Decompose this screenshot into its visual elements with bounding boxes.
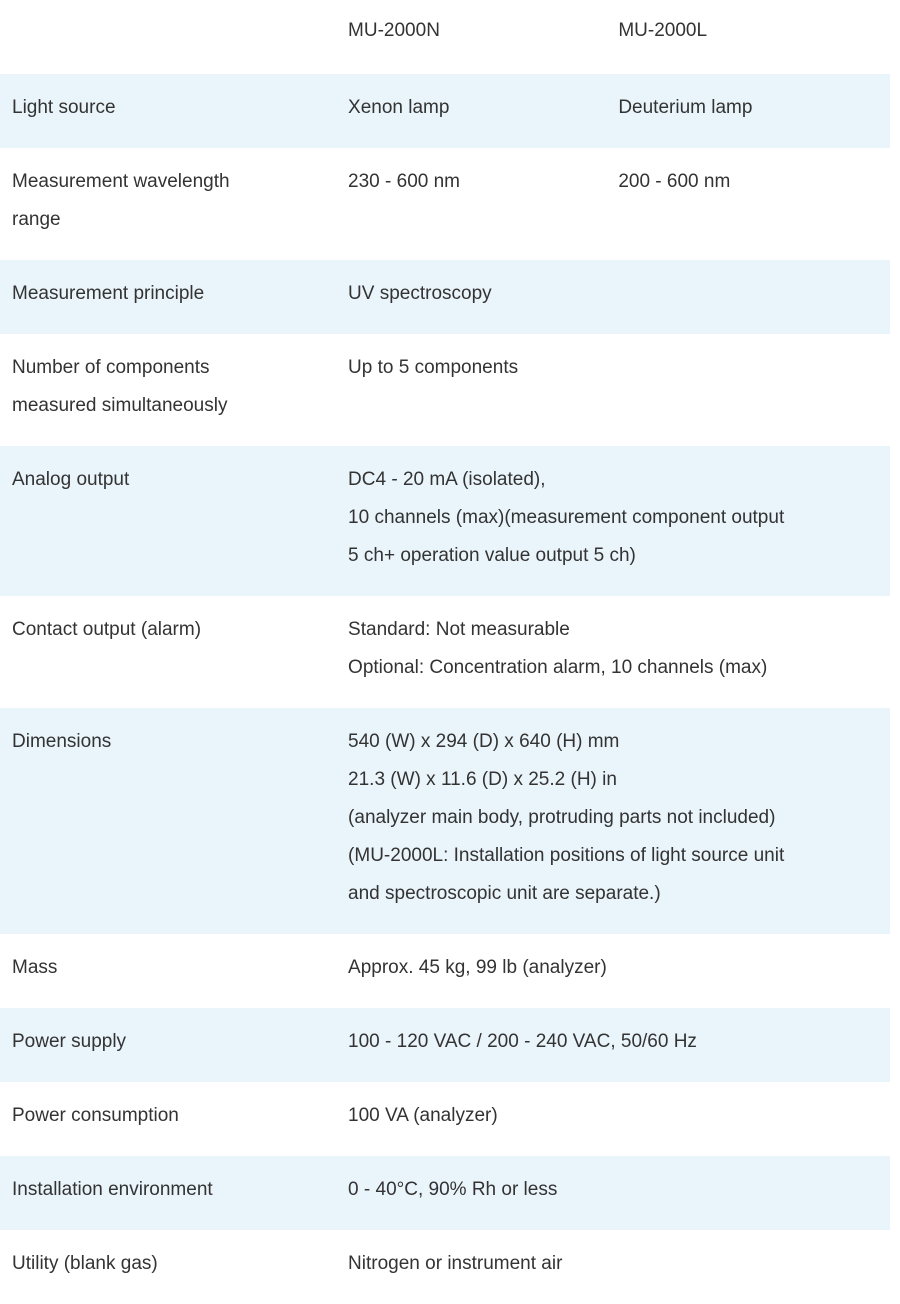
spec-value-mu-2000l-line: 200 - 600 nm bbox=[618, 171, 731, 192]
spec-label-line: Analog output bbox=[12, 469, 130, 490]
spec-value-mu-2000n bbox=[336, 74, 606, 148]
spec-value-line: Standard: Not measurable bbox=[348, 619, 570, 640]
spec-value-line: DC4 - 20 mA (isolated), bbox=[348, 469, 546, 490]
spec-value-line: 100 VA (analyzer) bbox=[348, 1105, 498, 1126]
spec-label-line: Installation environment bbox=[12, 1179, 213, 1200]
spec-label bbox=[0, 74, 336, 148]
spec-label bbox=[0, 148, 336, 260]
spec-value-mu-2000l-line: Deuterium lamp bbox=[618, 97, 753, 118]
spec-value-line: 21.3 (W) x 11.6 (D) x 25.2 (H) in bbox=[348, 769, 617, 790]
spec-label bbox=[0, 1082, 336, 1156]
spec-value bbox=[336, 334, 890, 446]
spec-label bbox=[0, 934, 336, 1008]
spec-value bbox=[336, 446, 890, 596]
spec-value-line: Up to 5 components bbox=[348, 357, 519, 378]
spec-row bbox=[0, 708, 890, 934]
spec-label-line: Power consumption bbox=[12, 1105, 179, 1126]
spec-label-line: Mass bbox=[12, 957, 58, 978]
spec-value bbox=[336, 708, 890, 934]
spec-row bbox=[0, 934, 890, 1008]
spec-label-line: Contact output (alarm) bbox=[12, 619, 202, 640]
spec-value-line: and spectroscopic unit are separate.) bbox=[348, 883, 661, 904]
spec-value bbox=[336, 1008, 890, 1082]
spec-value bbox=[336, 934, 890, 1008]
spec-row bbox=[0, 446, 890, 596]
spec-value-line: 100 - 120 VAC / 200 - 240 VAC, 50/60 Hz bbox=[348, 1031, 697, 1052]
spec-label bbox=[0, 1008, 336, 1082]
spec-label-line: Number of components bbox=[12, 357, 210, 378]
header-model-mu-2000n: MU-2000N bbox=[348, 20, 440, 41]
spec-label bbox=[0, 708, 336, 934]
spec-value-line: (MU-2000L: Installation positions of light source unit bbox=[348, 845, 785, 866]
spec-value-mu-2000n-line: Xenon lamp bbox=[348, 97, 450, 118]
spec-value bbox=[336, 596, 890, 708]
spec-row bbox=[0, 148, 890, 260]
spec-value-line: Approx. 45 kg, 99 lb (analyzer) bbox=[348, 957, 607, 978]
spec-label-line: Measurement principle bbox=[12, 283, 205, 304]
spec-label bbox=[0, 334, 336, 446]
spec-row bbox=[0, 596, 890, 708]
spec-value bbox=[336, 1082, 890, 1156]
spec-value-line: 5 ch+ operation value output 5 ch) bbox=[348, 545, 636, 566]
spec-value-line: (analyzer main body, protruding parts not included) bbox=[348, 807, 776, 828]
spec-value bbox=[336, 1230, 890, 1304]
header-row bbox=[0, 0, 890, 74]
spec-row bbox=[0, 334, 890, 446]
spec-value-line: 0 - 40°C, 90% Rh or less bbox=[348, 1179, 558, 1200]
spec-row bbox=[0, 1082, 890, 1156]
spec-value bbox=[336, 1156, 890, 1230]
spec-row bbox=[0, 1230, 890, 1304]
spec-value bbox=[336, 260, 890, 334]
spec-label-line: Power supply bbox=[12, 1031, 127, 1052]
spec-row bbox=[0, 1156, 890, 1230]
spec-value-line: Nitrogen or instrument air bbox=[348, 1253, 563, 1274]
header-model-mu-2000l: MU-2000L bbox=[618, 20, 708, 41]
spec-label bbox=[0, 1230, 336, 1304]
spec-value-line: 10 channels (max)(measurement component output bbox=[348, 507, 785, 528]
spec-label bbox=[0, 446, 336, 596]
spec-value-line: Optional: Concentration alarm, 10 channels (max) bbox=[348, 657, 768, 678]
spec-value-line: 540 (W) x 294 (D) x 640 (H) mm bbox=[348, 731, 620, 752]
spec-label bbox=[0, 260, 336, 334]
spec-row bbox=[0, 74, 890, 148]
spec-value-line: UV spectroscopy bbox=[348, 283, 492, 304]
spec-row bbox=[0, 1008, 890, 1082]
spec-label-line: range bbox=[12, 209, 61, 230]
spec-value-mu-2000l bbox=[606, 148, 890, 260]
spec-label-line: Utility (blank gas) bbox=[12, 1253, 158, 1274]
spec-label bbox=[0, 596, 336, 708]
spec-row bbox=[0, 260, 890, 334]
spec-value-mu-2000n bbox=[336, 148, 606, 260]
header-cell-label bbox=[0, 0, 336, 74]
spec-label-line: measured simultaneously bbox=[12, 395, 228, 416]
spec-label-line: Dimensions bbox=[12, 731, 112, 752]
spec-label-line: Measurement wavelength bbox=[12, 171, 230, 192]
spec-value-mu-2000n-line: 230 - 600 nm bbox=[348, 171, 461, 192]
spec-label bbox=[0, 1156, 336, 1230]
spec-label-line: Light source bbox=[12, 97, 116, 118]
spec-value-mu-2000l bbox=[606, 74, 890, 148]
